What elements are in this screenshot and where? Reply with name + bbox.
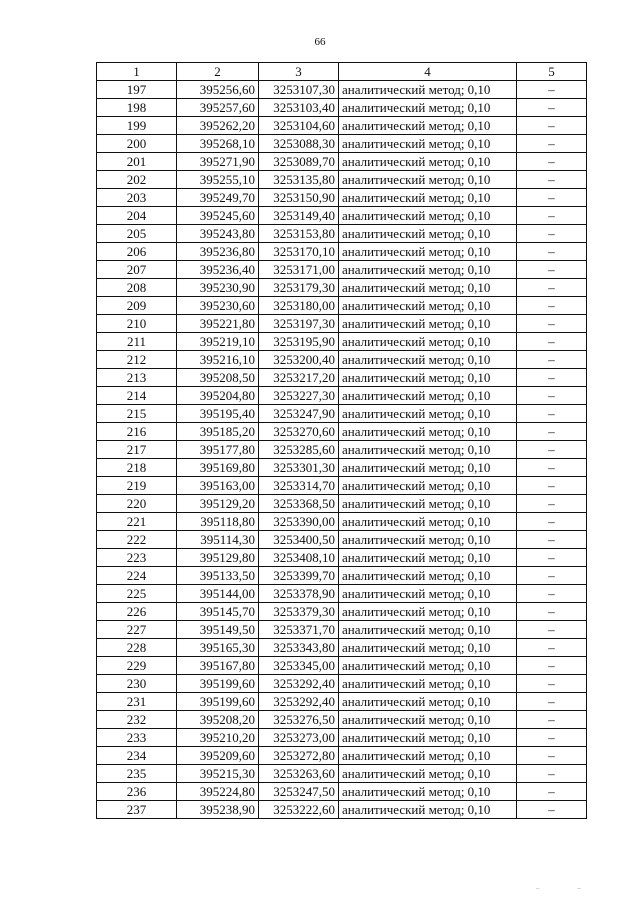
- column-5-cell: –: [517, 189, 587, 207]
- table-row: [97, 441, 587, 459]
- column-5-cell: –: [517, 243, 587, 261]
- column-5-cell: –: [517, 171, 587, 189]
- table-row: [97, 603, 587, 621]
- x-coordinate-cell: 395208,20: [177, 711, 259, 729]
- point-number-cell: 212: [97, 351, 177, 369]
- column-5-cell: –: [517, 225, 587, 243]
- method-cell: аналитический метод; 0,10: [339, 801, 517, 819]
- method-cell: аналитический метод; 0,10: [339, 639, 517, 657]
- column-5-cell: –: [517, 585, 587, 603]
- column-5-cell: –: [517, 531, 587, 549]
- x-coordinate-cell: 395219,10: [177, 333, 259, 351]
- column-header-4: 4: [339, 63, 517, 81]
- table-row: [97, 531, 587, 549]
- table-row: [97, 225, 587, 243]
- x-coordinate-cell: 395256,60: [177, 81, 259, 99]
- column-5-cell: –: [517, 315, 587, 333]
- method-cell: аналитический метод; 0,10: [339, 279, 517, 297]
- column-5-cell: –: [517, 351, 587, 369]
- column-5-cell: –: [517, 783, 587, 801]
- method-cell: аналитический метод; 0,10: [339, 459, 517, 477]
- column-5-cell: –: [517, 81, 587, 99]
- method-cell: аналитический метод; 0,10: [339, 711, 517, 729]
- x-coordinate-cell: 395145,70: [177, 603, 259, 621]
- point-number-cell: 209: [97, 297, 177, 315]
- method-cell: аналитический метод; 0,10: [339, 567, 517, 585]
- method-cell: аналитический метод; 0,10: [339, 189, 517, 207]
- point-number-cell: 233: [97, 729, 177, 747]
- point-number-cell: 219: [97, 477, 177, 495]
- method-cell: аналитический метод; 0,10: [339, 153, 517, 171]
- point-number-cell: 229: [97, 657, 177, 675]
- column-5-cell: –: [517, 567, 587, 585]
- point-number-cell: 197: [97, 81, 177, 99]
- point-number-cell: 230: [97, 675, 177, 693]
- method-cell: аналитический метод; 0,10: [339, 369, 517, 387]
- y-coordinate-cell: 3253200,40: [259, 351, 339, 369]
- column-5-cell: –: [517, 675, 587, 693]
- y-coordinate-cell: 3253150,90: [259, 189, 339, 207]
- y-coordinate-cell: 3253368,50: [259, 495, 339, 513]
- x-coordinate-cell: 395167,80: [177, 657, 259, 675]
- x-coordinate-cell: 395208,50: [177, 369, 259, 387]
- method-cell: аналитический метод; 0,10: [339, 405, 517, 423]
- method-cell: аналитический метод; 0,10: [339, 99, 517, 117]
- y-coordinate-cell: 3253227,30: [259, 387, 339, 405]
- x-coordinate-cell: 395199,60: [177, 693, 259, 711]
- method-cell: аналитический метод; 0,10: [339, 531, 517, 549]
- x-coordinate-cell: 395262,20: [177, 117, 259, 135]
- column-5-cell: –: [517, 549, 587, 567]
- column-5-cell: –: [517, 801, 587, 819]
- x-coordinate-cell: 395245,60: [177, 207, 259, 225]
- y-coordinate-cell: 3253390,00: [259, 513, 339, 531]
- column-5-cell: –: [517, 459, 587, 477]
- y-coordinate-cell: 3253089,70: [259, 153, 339, 171]
- column-header-1: 1: [97, 63, 177, 81]
- point-number-cell: 205: [97, 225, 177, 243]
- table-row: [97, 369, 587, 387]
- y-coordinate-cell: 3253153,80: [259, 225, 339, 243]
- y-coordinate-cell: 3253270,60: [259, 423, 339, 441]
- column-5-cell: –: [517, 711, 587, 729]
- column-5-cell: –: [517, 423, 587, 441]
- x-coordinate-cell: 395163,00: [177, 477, 259, 495]
- column-5-cell: –: [517, 261, 587, 279]
- method-cell: аналитический метод; 0,10: [339, 765, 517, 783]
- y-coordinate-cell: 3253170,10: [259, 243, 339, 261]
- y-coordinate-cell: 3253247,50: [259, 783, 339, 801]
- y-coordinate-cell: 3253371,70: [259, 621, 339, 639]
- column-5-cell: –: [517, 405, 587, 423]
- y-coordinate-cell: 3253179,30: [259, 279, 339, 297]
- point-number-cell: 225: [97, 585, 177, 603]
- table-row: [97, 621, 587, 639]
- y-coordinate-cell: 3253343,80: [259, 639, 339, 657]
- y-coordinate-cell: 3253378,90: [259, 585, 339, 603]
- table-row: [97, 189, 587, 207]
- table-row: [97, 279, 587, 297]
- x-coordinate-cell: 395215,30: [177, 765, 259, 783]
- table-row: [97, 297, 587, 315]
- table-row: [97, 585, 587, 603]
- column-5-cell: –: [517, 369, 587, 387]
- table-row: [97, 711, 587, 729]
- column-5-cell: –: [517, 477, 587, 495]
- table-row: [97, 117, 587, 135]
- table-row: [97, 405, 587, 423]
- y-coordinate-cell: 3253149,40: [259, 207, 339, 225]
- table-row: [97, 783, 587, 801]
- table-row: [97, 99, 587, 117]
- y-coordinate-cell: 3253103,40: [259, 99, 339, 117]
- column-5-cell: –: [517, 693, 587, 711]
- point-number-cell: 234: [97, 747, 177, 765]
- point-number-cell: 224: [97, 567, 177, 585]
- table-row: [97, 333, 587, 351]
- column-header-2: 2: [177, 63, 259, 81]
- page-number: 66: [314, 36, 326, 48]
- method-cell: аналитический метод; 0,10: [339, 513, 517, 531]
- x-coordinate-cell: 395216,10: [177, 351, 259, 369]
- point-number-cell: 223: [97, 549, 177, 567]
- point-number-cell: 199: [97, 117, 177, 135]
- x-coordinate-cell: 395133,50: [177, 567, 259, 585]
- method-cell: аналитический метод; 0,10: [339, 549, 517, 567]
- x-coordinate-cell: 395221,80: [177, 315, 259, 333]
- column-5-cell: –: [517, 603, 587, 621]
- y-coordinate-cell: 3253263,60: [259, 765, 339, 783]
- table-row: [97, 243, 587, 261]
- method-cell: аналитический метод; 0,10: [339, 441, 517, 459]
- x-coordinate-cell: 395144,00: [177, 585, 259, 603]
- x-coordinate-cell: 395204,80: [177, 387, 259, 405]
- table-row: [97, 477, 587, 495]
- column-5-cell: –: [517, 153, 587, 171]
- y-coordinate-cell: 3253379,30: [259, 603, 339, 621]
- method-cell: аналитический метод; 0,10: [339, 783, 517, 801]
- y-coordinate-cell: 3253301,30: [259, 459, 339, 477]
- y-coordinate-cell: 3253195,90: [259, 333, 339, 351]
- table-row: [97, 459, 587, 477]
- x-coordinate-cell: 395230,60: [177, 297, 259, 315]
- column-5-cell: –: [517, 297, 587, 315]
- y-coordinate-cell: 3253276,50: [259, 711, 339, 729]
- x-coordinate-cell: 395236,80: [177, 243, 259, 261]
- column-5-cell: –: [517, 99, 587, 117]
- table-row: [97, 549, 587, 567]
- y-coordinate-cell: 3253222,60: [259, 801, 339, 819]
- x-coordinate-cell: 395165,30: [177, 639, 259, 657]
- y-coordinate-cell: 3253345,00: [259, 657, 339, 675]
- point-number-cell: 208: [97, 279, 177, 297]
- x-coordinate-cell: 395257,60: [177, 99, 259, 117]
- method-cell: аналитический метод; 0,10: [339, 729, 517, 747]
- table-row: [97, 567, 587, 585]
- column-5-cell: –: [517, 747, 587, 765]
- table-row: [97, 639, 587, 657]
- y-coordinate-cell: 3253399,70: [259, 567, 339, 585]
- corner-mark: – –: [536, 884, 599, 892]
- column-5-cell: –: [517, 117, 587, 135]
- point-number-cell: 216: [97, 423, 177, 441]
- point-number-cell: 236: [97, 783, 177, 801]
- x-coordinate-cell: 395268,10: [177, 135, 259, 153]
- method-cell: аналитический метод; 0,10: [339, 585, 517, 603]
- y-coordinate-cell: 3253088,30: [259, 135, 339, 153]
- table-row: [97, 135, 587, 153]
- y-coordinate-cell: 3253135,80: [259, 171, 339, 189]
- method-cell: аналитический метод; 0,10: [339, 117, 517, 135]
- y-coordinate-cell: 3253171,00: [259, 261, 339, 279]
- method-cell: аналитический метод; 0,10: [339, 423, 517, 441]
- x-coordinate-cell: 395149,50: [177, 621, 259, 639]
- point-number-cell: 201: [97, 153, 177, 171]
- x-coordinate-cell: 395185,20: [177, 423, 259, 441]
- y-coordinate-cell: 3253314,70: [259, 477, 339, 495]
- method-cell: аналитический метод; 0,10: [339, 135, 517, 153]
- point-number-cell: 200: [97, 135, 177, 153]
- method-cell: аналитический метод; 0,10: [339, 747, 517, 765]
- point-number-cell: 202: [97, 171, 177, 189]
- y-coordinate-cell: 3253197,30: [259, 315, 339, 333]
- x-coordinate-cell: 395249,70: [177, 189, 259, 207]
- y-coordinate-cell: 3253292,40: [259, 693, 339, 711]
- x-coordinate-cell: 395169,80: [177, 459, 259, 477]
- table-row: [97, 801, 587, 819]
- y-coordinate-cell: 3253292,40: [259, 675, 339, 693]
- x-coordinate-cell: 395209,60: [177, 747, 259, 765]
- point-number-cell: 237: [97, 801, 177, 819]
- y-coordinate-cell: 3253272,80: [259, 747, 339, 765]
- x-coordinate-cell: 395199,60: [177, 675, 259, 693]
- method-cell: аналитический метод; 0,10: [339, 693, 517, 711]
- table-row: [97, 207, 587, 225]
- table-row: [97, 423, 587, 441]
- column-5-cell: –: [517, 495, 587, 513]
- point-number-cell: 235: [97, 765, 177, 783]
- point-number-cell: 210: [97, 315, 177, 333]
- table-row: [97, 513, 587, 531]
- table-row: [97, 495, 587, 513]
- point-number-cell: 220: [97, 495, 177, 513]
- x-coordinate-cell: 395210,20: [177, 729, 259, 747]
- point-number-cell: 207: [97, 261, 177, 279]
- method-cell: аналитический метод; 0,10: [339, 675, 517, 693]
- method-cell: аналитический метод; 0,10: [339, 387, 517, 405]
- point-number-cell: 226: [97, 603, 177, 621]
- point-number-cell: 204: [97, 207, 177, 225]
- x-coordinate-cell: 395114,30: [177, 531, 259, 549]
- point-number-cell: 217: [97, 441, 177, 459]
- point-number-cell: 215: [97, 405, 177, 423]
- column-5-cell: –: [517, 387, 587, 405]
- x-coordinate-cell: 395230,90: [177, 279, 259, 297]
- table-row: [97, 153, 587, 171]
- x-coordinate-cell: 395224,80: [177, 783, 259, 801]
- column-header-3: 3: [259, 63, 339, 81]
- table-row: [97, 675, 587, 693]
- column-5-cell: –: [517, 333, 587, 351]
- x-coordinate-cell: 395129,80: [177, 549, 259, 567]
- point-number-cell: 214: [97, 387, 177, 405]
- y-coordinate-cell: 3253273,00: [259, 729, 339, 747]
- point-number-cell: 206: [97, 243, 177, 261]
- x-coordinate-cell: 395118,80: [177, 513, 259, 531]
- table-row: [97, 747, 587, 765]
- table-body: [97, 81, 587, 819]
- table-row: [97, 693, 587, 711]
- table-row: [97, 657, 587, 675]
- column-5-cell: –: [517, 441, 587, 459]
- y-coordinate-cell: 3253217,20: [259, 369, 339, 387]
- x-coordinate-cell: 395238,90: [177, 801, 259, 819]
- x-coordinate-cell: 395271,90: [177, 153, 259, 171]
- table-row: [97, 81, 587, 99]
- table-row: [97, 387, 587, 405]
- table-row: [97, 729, 587, 747]
- method-cell: аналитический метод; 0,10: [339, 297, 517, 315]
- x-coordinate-cell: 395243,80: [177, 225, 259, 243]
- coordinates-table: [96, 62, 587, 819]
- table-row: [97, 171, 587, 189]
- y-coordinate-cell: 3253285,60: [259, 441, 339, 459]
- column-5-cell: –: [517, 135, 587, 153]
- method-cell: аналитический метод; 0,10: [339, 261, 517, 279]
- y-coordinate-cell: 3253104,60: [259, 117, 339, 135]
- point-number-cell: 218: [97, 459, 177, 477]
- point-number-cell: 221: [97, 513, 177, 531]
- column-5-cell: –: [517, 621, 587, 639]
- column-header-5: 5: [517, 63, 587, 81]
- point-number-cell: 232: [97, 711, 177, 729]
- method-cell: аналитический метод; 0,10: [339, 171, 517, 189]
- x-coordinate-cell: 395236,40: [177, 261, 259, 279]
- method-cell: аналитический метод; 0,10: [339, 621, 517, 639]
- method-cell: аналитический метод; 0,10: [339, 81, 517, 99]
- table-row: [97, 765, 587, 783]
- column-5-cell: –: [517, 207, 587, 225]
- header-row: [97, 63, 587, 81]
- column-5-cell: –: [517, 729, 587, 747]
- table-row: [97, 261, 587, 279]
- method-cell: аналитический метод; 0,10: [339, 243, 517, 261]
- x-coordinate-cell: 395255,10: [177, 171, 259, 189]
- method-cell: аналитический метод; 0,10: [339, 225, 517, 243]
- method-cell: аналитический метод; 0,10: [339, 333, 517, 351]
- point-number-cell: 211: [97, 333, 177, 351]
- point-number-cell: 203: [97, 189, 177, 207]
- point-number-cell: 227: [97, 621, 177, 639]
- y-coordinate-cell: 3253180,00: [259, 297, 339, 315]
- x-coordinate-cell: 395195,40: [177, 405, 259, 423]
- method-cell: аналитический метод; 0,10: [339, 477, 517, 495]
- y-coordinate-cell: 3253107,30: [259, 81, 339, 99]
- method-cell: аналитический метод; 0,10: [339, 603, 517, 621]
- x-coordinate-cell: 395177,80: [177, 441, 259, 459]
- column-5-cell: –: [517, 279, 587, 297]
- column-5-cell: –: [517, 765, 587, 783]
- method-cell: аналитический метод; 0,10: [339, 351, 517, 369]
- point-number-cell: 213: [97, 369, 177, 387]
- table-header: [97, 63, 587, 81]
- method-cell: аналитический метод; 0,10: [339, 207, 517, 225]
- method-cell: аналитический метод; 0,10: [339, 315, 517, 333]
- point-number-cell: 222: [97, 531, 177, 549]
- method-cell: аналитический метод; 0,10: [339, 495, 517, 513]
- method-cell: аналитический метод; 0,10: [339, 657, 517, 675]
- table-row: [97, 315, 587, 333]
- column-5-cell: –: [517, 639, 587, 657]
- point-number-cell: 228: [97, 639, 177, 657]
- y-coordinate-cell: 3253408,10: [259, 549, 339, 567]
- x-coordinate-cell: 395129,20: [177, 495, 259, 513]
- column-5-cell: –: [517, 513, 587, 531]
- y-coordinate-cell: 3253247,90: [259, 405, 339, 423]
- column-5-cell: –: [517, 657, 587, 675]
- y-coordinate-cell: 3253400,50: [259, 531, 339, 549]
- table-row: [97, 351, 587, 369]
- point-number-cell: 198: [97, 99, 177, 117]
- point-number-cell: 231: [97, 693, 177, 711]
